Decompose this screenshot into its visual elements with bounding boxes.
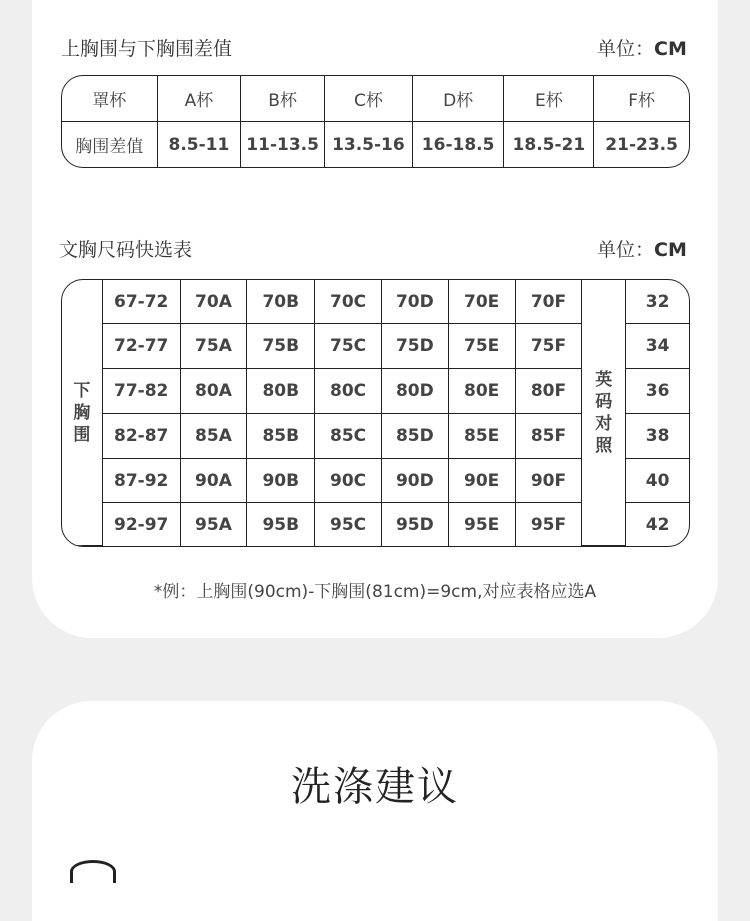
- cup-header-cell: E杯: [504, 76, 594, 122]
- size-cell: 70D: [382, 280, 449, 324]
- size-cell: 85D: [382, 414, 449, 459]
- size-cell: 85B: [247, 414, 315, 459]
- cup-header-cell: B杯: [241, 76, 325, 122]
- size-cell: 90D: [382, 459, 449, 503]
- range-cell: 92-97: [103, 503, 181, 546]
- uk-label-char: 照: [595, 435, 613, 456]
- cup-diff-unit-label: 单位：: [597, 38, 655, 60]
- size-cell: 75D: [382, 324, 449, 369]
- range-cell: 87-92: [103, 459, 181, 503]
- cup-diff-table: [61, 75, 690, 168]
- size-cell: 70A: [181, 280, 248, 324]
- cup-header-cell: A杯: [158, 76, 242, 122]
- cup-header-cell: 罩杯: [62, 76, 158, 122]
- size-cell: 70F: [516, 280, 583, 324]
- size-cell: 90F: [516, 459, 583, 503]
- example-note: *例：上胸围(90cm)-下胸围(81cm)=9cm,对应表格应选A: [153, 582, 597, 602]
- size-cell: 75B: [247, 324, 315, 369]
- size-cell: 75F: [516, 324, 583, 369]
- size-cell: 80C: [315, 369, 382, 414]
- wash-section-title: 洗涤建议: [291, 764, 459, 810]
- cup-diff-value-row: [62, 122, 689, 167]
- size-cell: 95B: [247, 503, 315, 546]
- underbust-char: 下: [73, 380, 91, 401]
- size-cell: 90B: [247, 459, 315, 503]
- uk-size-cell: 40: [626, 459, 689, 503]
- size-cell: 90E: [449, 459, 516, 503]
- size-cell: 80D: [382, 369, 449, 414]
- cup-diff-title: 上胸围与下胸围差值: [61, 38, 233, 60]
- size-cell: 80A: [181, 369, 248, 414]
- size-cell: 85F: [516, 414, 583, 459]
- size-cell: 85C: [315, 414, 382, 459]
- size-cell: 95E: [449, 503, 516, 546]
- cup-diff-header-row: [62, 76, 689, 122]
- size-cell: 85E: [449, 414, 516, 459]
- uk-label-char: 英: [595, 369, 613, 390]
- cup-value-cell: 18.5-21: [504, 122, 594, 167]
- size-cell: 85A: [181, 414, 248, 459]
- cup-header-cell: F杯: [594, 76, 689, 122]
- size-cell: 90C: [315, 459, 382, 503]
- underbust-label: [62, 280, 103, 546]
- size-cell: 95A: [181, 503, 248, 546]
- uk-size-cell: 38: [626, 414, 689, 459]
- size-chart-table: [61, 279, 690, 547]
- size-cell: 70C: [315, 280, 382, 324]
- range-cell: 67-72: [103, 280, 181, 324]
- size-cell: 70B: [247, 280, 315, 324]
- range-cell: 82-87: [103, 414, 181, 459]
- uk-size-label: [582, 280, 626, 546]
- uk-label-char: 对: [595, 413, 613, 434]
- size-cell: 75A: [181, 324, 248, 369]
- cup-header-cell: C杯: [325, 76, 413, 122]
- uk-size-cell: 42: [645, 514, 670, 535]
- uk-label-char: 码: [595, 391, 613, 412]
- range-cell: 77-82: [103, 369, 181, 414]
- size-cell: 80E: [449, 369, 516, 414]
- wash-icon: [70, 860, 116, 883]
- cup-value-cell: 胸围差值: [62, 122, 158, 167]
- cup-value-cell: 13.5-16: [325, 122, 413, 167]
- uk-size-cell: 32: [626, 280, 689, 324]
- size-chart-unit: [597, 235, 687, 262]
- size-cell: 80B: [247, 369, 315, 414]
- size-chart-unit-value: CM: [654, 239, 687, 261]
- size-cell: 95C: [315, 503, 382, 546]
- uk-size-cell: 34: [626, 324, 689, 369]
- size-cell: 80F: [516, 369, 583, 414]
- uk-size-cell: 36: [626, 369, 689, 414]
- size-cell: 75E: [449, 324, 516, 369]
- size-row: [62, 280, 689, 324]
- size-cell: 70E: [449, 280, 516, 324]
- cup-value-cell: 11-13.5: [241, 122, 325, 167]
- size-chart-title: 文胸尺码快选表: [59, 239, 193, 261]
- underbust-char: 胸: [73, 402, 91, 423]
- size-cell: 95D: [382, 503, 449, 546]
- size-cell: 90A: [181, 459, 248, 503]
- cup-value-cell: 8.5-11: [158, 122, 242, 167]
- cup-diff-unit: [597, 34, 687, 61]
- size-cell: 75C: [315, 324, 382, 369]
- range-cell: 72-77: [103, 324, 181, 369]
- cup-diff-unit-value: CM: [654, 38, 687, 60]
- cup-header-cell: D杯: [413, 76, 505, 122]
- size-cell: 95F: [516, 503, 583, 546]
- underbust-char: 围: [73, 424, 91, 445]
- cup-value-cell: 21-23.5: [605, 134, 678, 155]
- size-chart-unit-label: 单位：: [597, 239, 655, 261]
- cup-value-cell: 16-18.5: [413, 122, 505, 167]
